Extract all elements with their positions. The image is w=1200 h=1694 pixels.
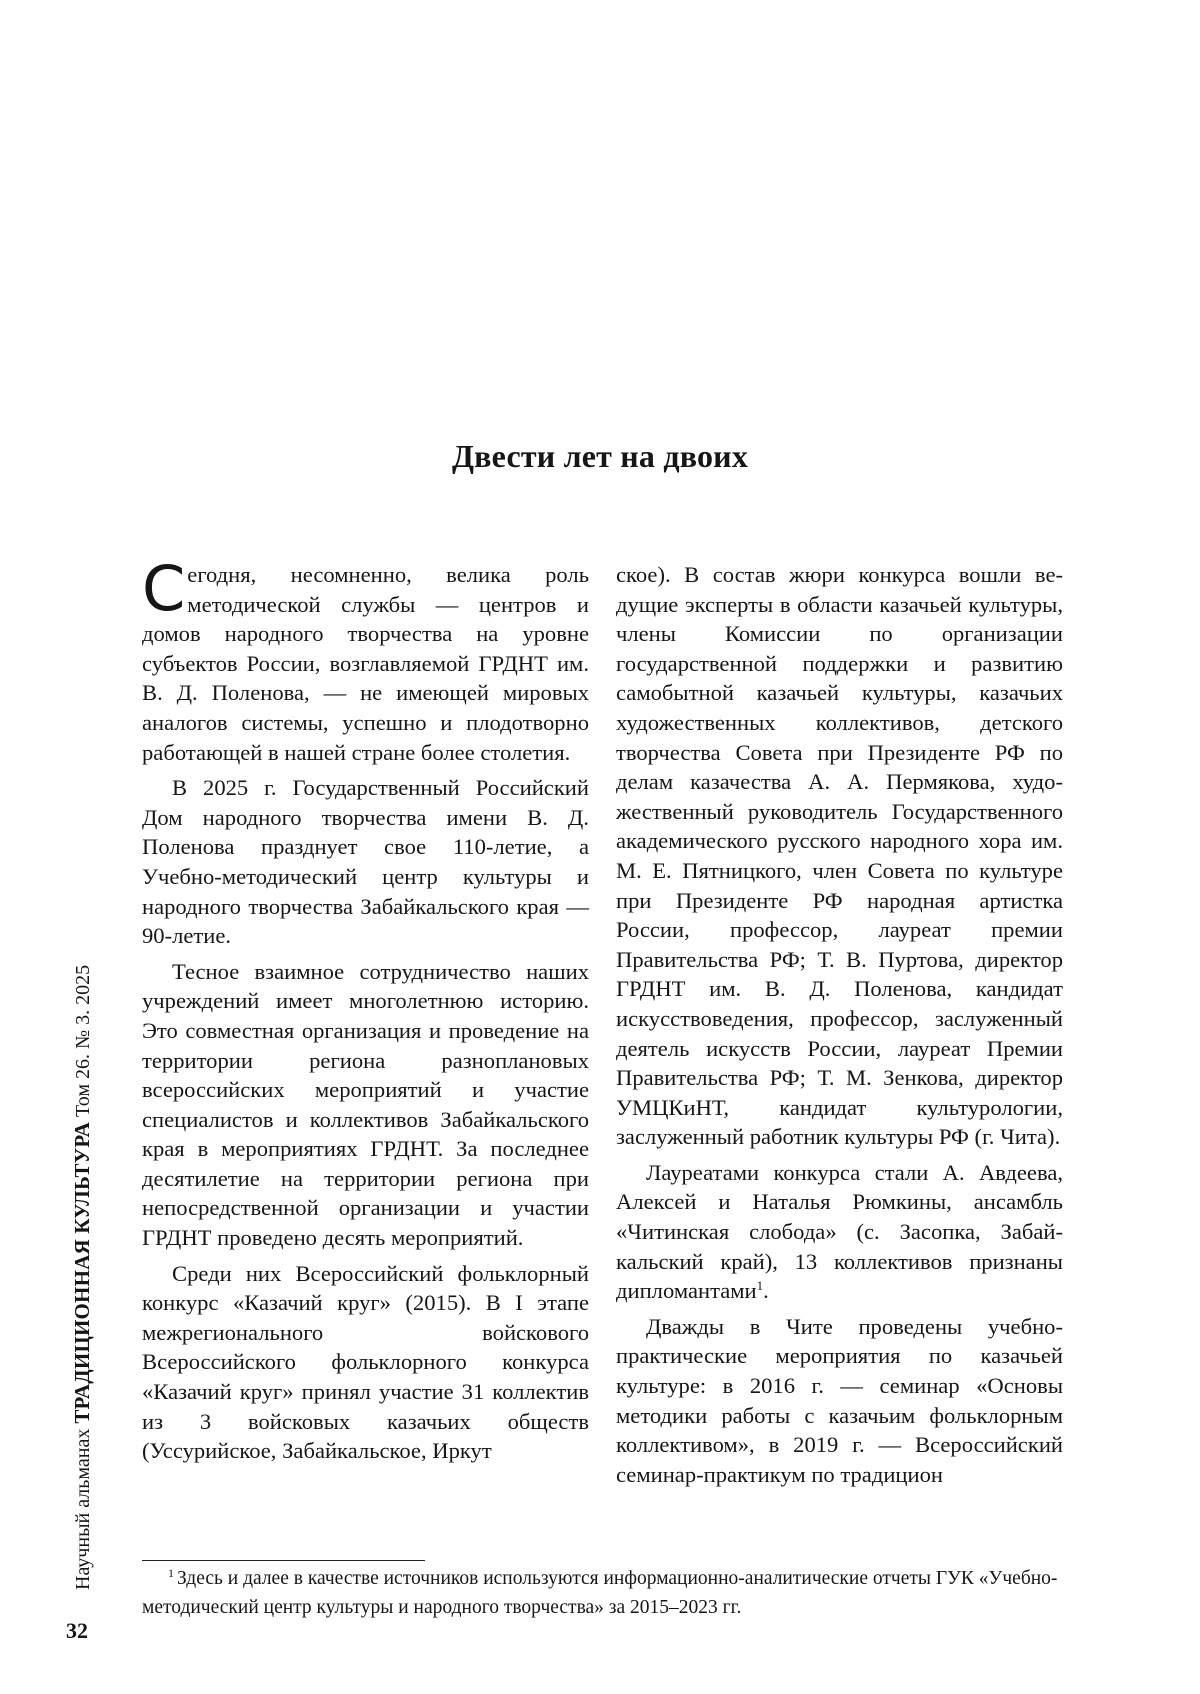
paragraph-6 <box>616 1158 1063 1306</box>
paragraph-6-end: . <box>763 1278 769 1304</box>
running-head <box>68 888 97 1590</box>
footnote-text: Здесь и далее в качестве источников используются информационно-аналитические отчеты ГУК «Учебно-методический центр культуры и народного творчества» за 2015–2023 гг. <box>142 1568 1058 1618</box>
drop-cap: С <box>142 552 186 625</box>
footnote-number: 1 <box>168 1566 174 1580</box>
page-number: 32 <box>66 1618 88 1643</box>
paragraph-6-text: Лауреатами конкурса стали А. Авдеева, Алексей и Наталья Рюмкины, ансамбль «Читинская слобода» (с. Засопка, Забайкальский край), 13 коллективов признаны дипломантами <box>616 1159 1063 1304</box>
paragraph-4: Среди них Всероссийский фольклорный конкурс «Казачий круг» (2015). В I этапе межрегионального войскового Всероссийского фольклорного конкурса «Казачий круг» принял участие 31 коллектив из 3 войсковых казачьих обществ (Уссурийское, Забайкальское, Иркут <box>142 1260 589 1464</box>
left-column <box>142 552 589 1472</box>
paragraph-3: Тесное взаимное сотрудничество наших учреждений имеет многолетнюю историю. Это совместная организация и проведение на территории региона разноплановых всероссийских мероприятий и участие специалистов и коллективов Забайкальского края в мероприятиях ГРДНТ. За последнее десятилетие на территории региона при непосредственной организации и участии ГРДНТ проведено десять мероприятий. <box>142 958 589 1251</box>
paragraph-1-text: егодня, несомненно, велика роль методической службы — центров и домов народного творчества на уровне субъектов России, возглавляемой ГРДНТ им. В. Д. Поленова, — не имеющей мировых аналогов системы, успешно и плодотворно работающей в нашей стране более столетия. <box>142 562 589 765</box>
paragraph-2: В 2025 г. Государственный Российский Дом народного творчества имени В. Д. Поленова празднует свое 110-летие, а Учебно-методический центр культуры и народного творчества Забайкальского края — 90-летие. <box>142 775 589 949</box>
paragraph-7: Дважды в Чите проведены учебно-практические мероприятия по казачьей культуре: в 2016 г. — семинар «Основы методики работы с казачьим фольклорным коллективом», в 2019 г. — Всероссийский семинар-практикум по традицион <box>616 1313 1063 1487</box>
issue-info: Том 26. № 3. 2025 <box>72 964 94 1117</box>
paragraph-1 <box>142 552 589 767</box>
right-column <box>616 560 1063 1495</box>
footnote-divider <box>142 1560 425 1561</box>
paragraph-5: ское). В состав жюри конкурса вошли ведущие эксперты в области казачьей культуры, члены Комиссии по организации государственной поддержки и развитию самобытной казачьей культуры, казачьих художественных коллективов, детского творчества Совета при Президенте РФ по делам казачества А. А. Пермякова, художественный руководитель Государственного академического русского народного хора им. М. Е. Пятницкого, член Совета по культуре при Президенте РФ народная артистка России, профессор, лауреат премии Правительства РФ; Т. В. Пуртова, директор ГРДНТ им. В. Д. Поленова, кандидат искусствоведения, профессор, заслуженный деятель искусств России, лауреат Премии Правительства РФ; Т. М. Зенкова, директор УМЦКиНТ, кандидат культурологии, заслуженный работник культуры РФ (г. Чита). <box>616 562 1063 1150</box>
footnote-ref[interactable]: 1 <box>756 1278 764 1294</box>
article-title: Двести лет на двоих <box>451 438 749 474</box>
journal-name: ТРАДИЦИОННАЯ КУЛЬТУРА <box>70 1121 94 1424</box>
running-head-prefix: Научный альманах <box>72 1428 94 1590</box>
footnote <box>142 1564 1072 1622</box>
